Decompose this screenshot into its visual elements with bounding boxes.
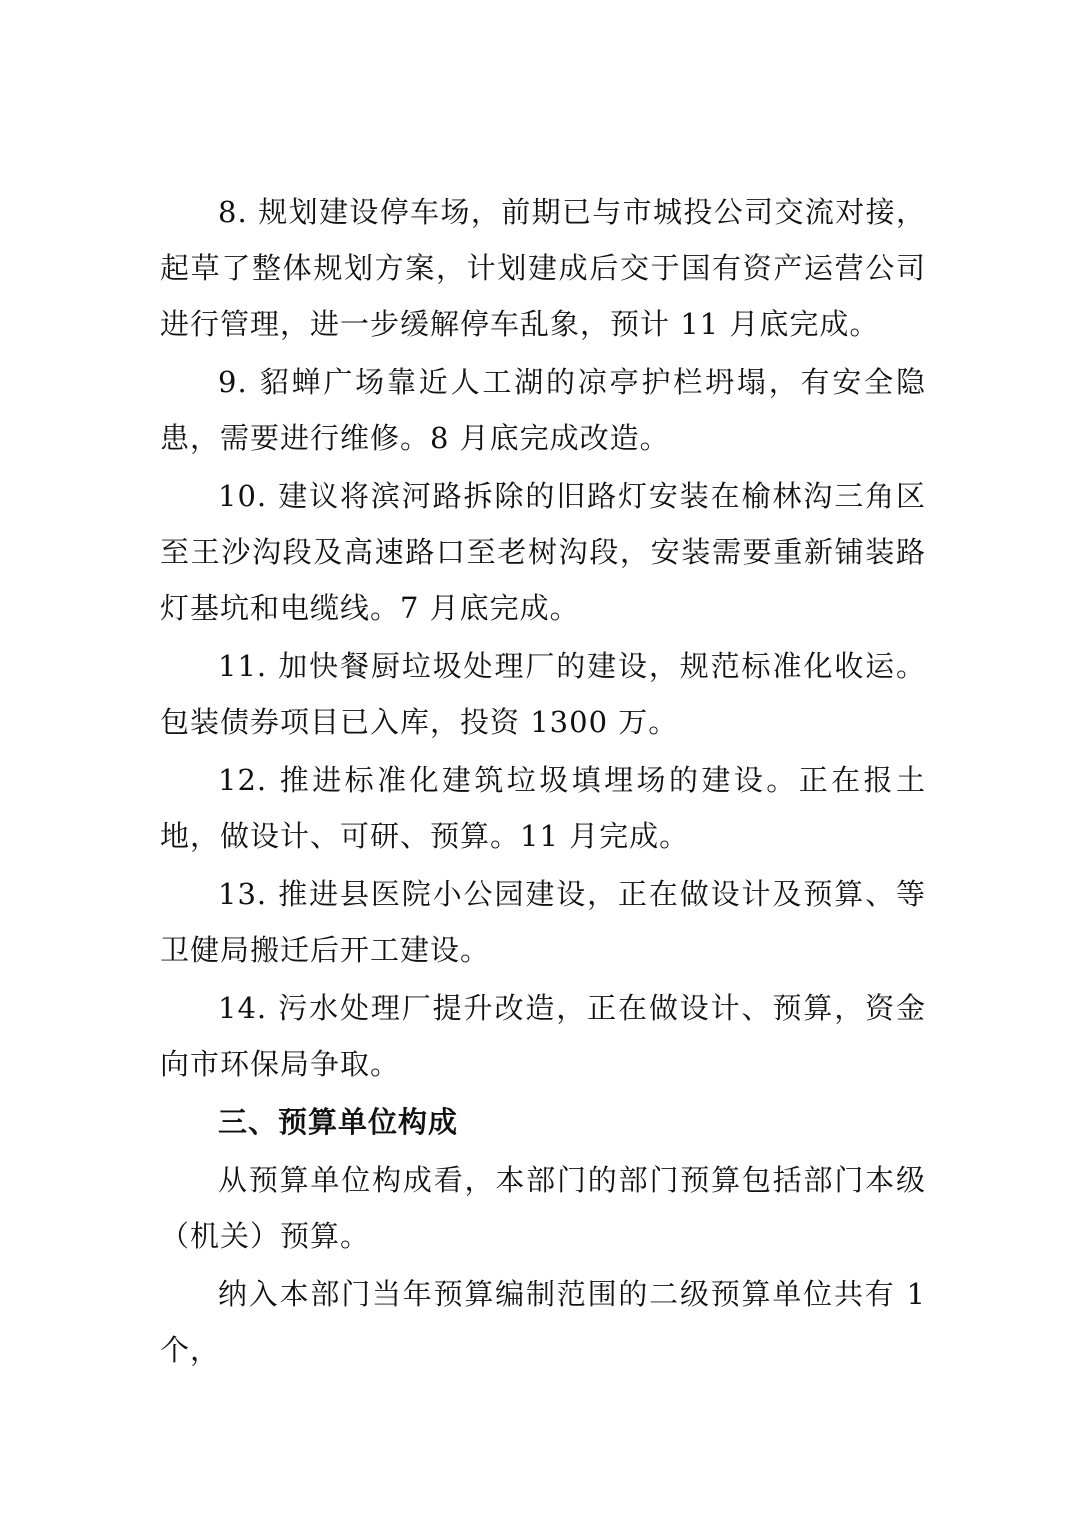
item-11-paragraph: 11. 加快餐厨垃圾处理厂的建设，规范标准化收运。包装债券项目已入库，投资 1300 万。 (160, 649, 926, 739)
item-10-paragraph: 10. 建议将滨河路拆除的旧路灯安装在榆林沟三角区至王沙沟段及高速路口至老树沟段，安装需要重新铺装路灯基坑和电缆线。7 月底完成。 (160, 479, 926, 625)
item-14-paragraph: 14. 污水处理厂提升改造，正在做设计、预算，资金向市环保局争取。 (160, 991, 926, 1081)
item-13-paragraph: 13. 推进县医院小公园建设，正在做设计及预算、等卫健局搬迁后开工建设。 (160, 877, 926, 967)
budget-unit-paragraph: 从预算单位构成看，本部门的部门预算包括部门本级（机关）预算。 (160, 1163, 926, 1253)
section-heading: 三、预算单位构成 (218, 1105, 459, 1139)
item-12-paragraph: 12. 推进标准化建筑垃圾填埋场的建设。正在报土地，做设计、可研、预算。11 月完成。 (160, 763, 926, 853)
item-9-paragraph: 9. 貂蝉广场靠近人工湖的凉亭护栏坍塌，有安全隐患，需要进行维修。8 月底完成改造。 (160, 365, 926, 455)
secondary-unit-paragraph: 纳入本部门当年预算编制范围的二级预算单位共有 1 个， (160, 1277, 926, 1367)
item-8-paragraph: 8. 规划建设停车场，前期已与市城投公司交流对接，起草了整体规划方案，计划建成后交于国有资产运营公司进行管理，进一步缓解停车乱象，预计 11 月底完成。 (160, 195, 926, 341)
document-page (160, 184, 926, 1380)
